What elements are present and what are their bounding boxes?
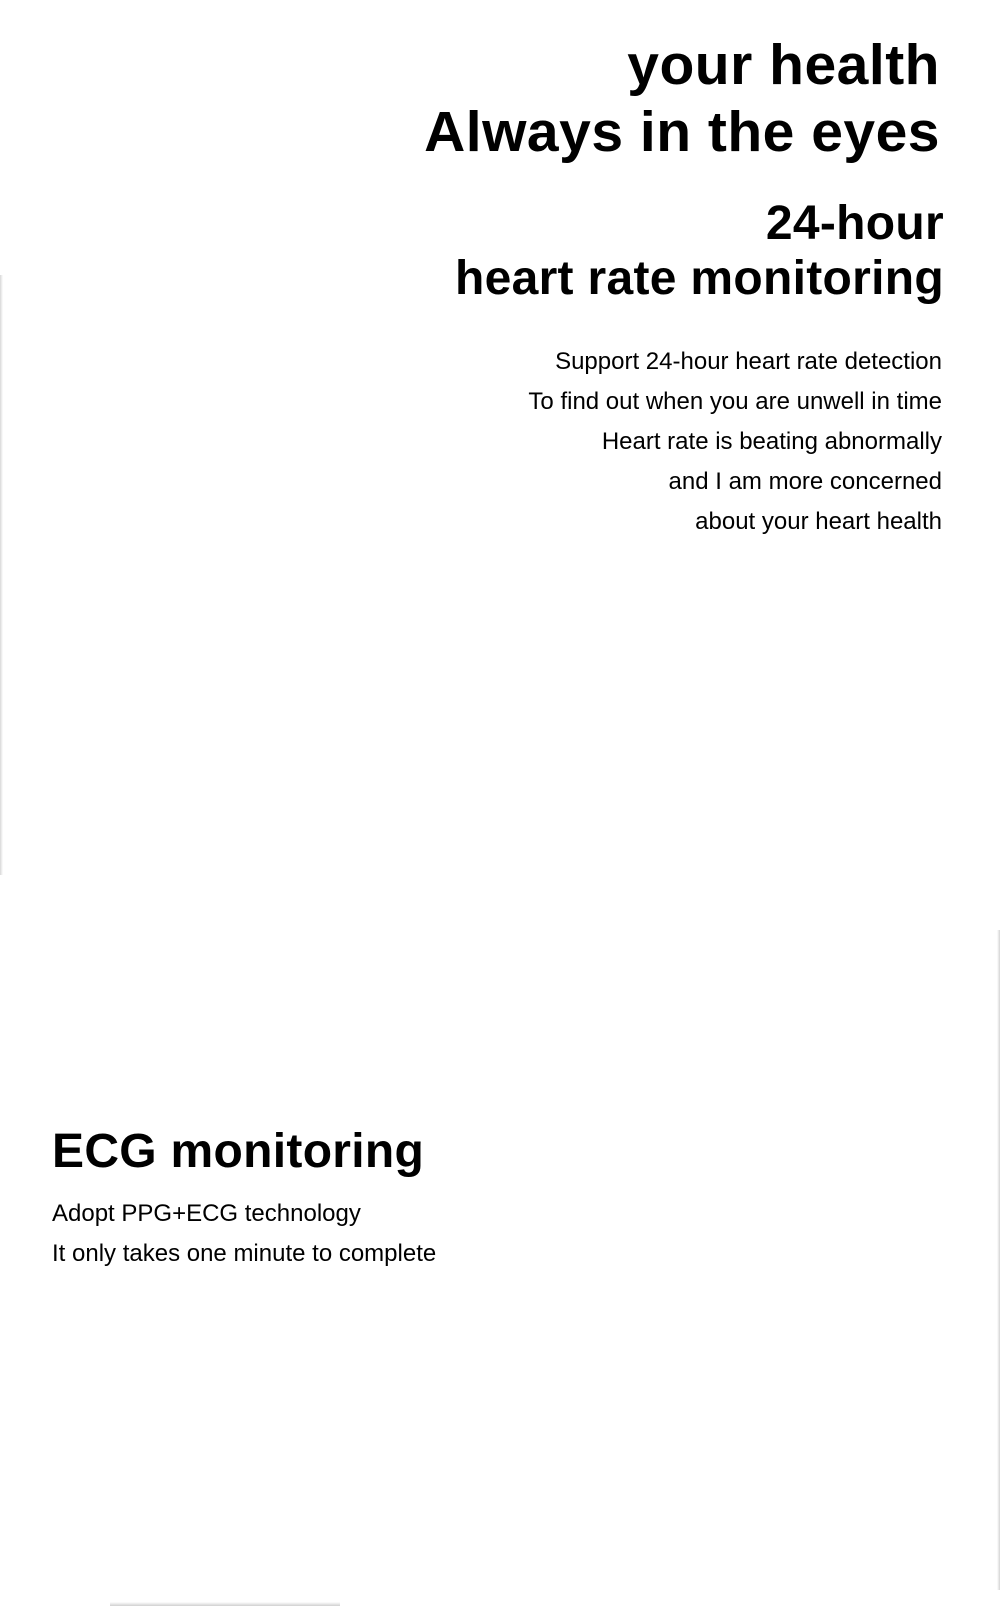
heart-rate-title	[244, 196, 944, 306]
hero-headline-line: Always in the eyes	[424, 100, 940, 164]
ecg-description-line: It only takes one minute to complete	[52, 1240, 437, 1267]
hero-headline	[240, 32, 940, 166]
hero-headline-line: your health	[627, 33, 940, 97]
heart-rate-description-line: about your heart health	[695, 508, 942, 535]
heart-rate-description-line: Support 24-hour heart rate detection	[555, 348, 942, 375]
heart-rate-description	[342, 342, 942, 542]
heart-rate-description-line: Heart rate is beating abnormally	[601, 428, 942, 455]
left-edge-shadow	[0, 275, 3, 875]
ecg-description-line: Adopt PPG+ECG technology	[52, 1200, 361, 1227]
heart-rate-title-line: 24-hour	[765, 197, 944, 250]
bottom-edge-shadow	[110, 1602, 340, 1606]
ecg-description	[52, 1194, 652, 1274]
heart-rate-description-line: To find out when you are unwell in time	[528, 388, 942, 415]
heart-rate-description-line: and I am more concerned	[668, 468, 942, 495]
ecg-title: ECG monitoring	[52, 1125, 425, 1178]
heart-rate-title-line: heart rate monitoring	[454, 252, 944, 305]
